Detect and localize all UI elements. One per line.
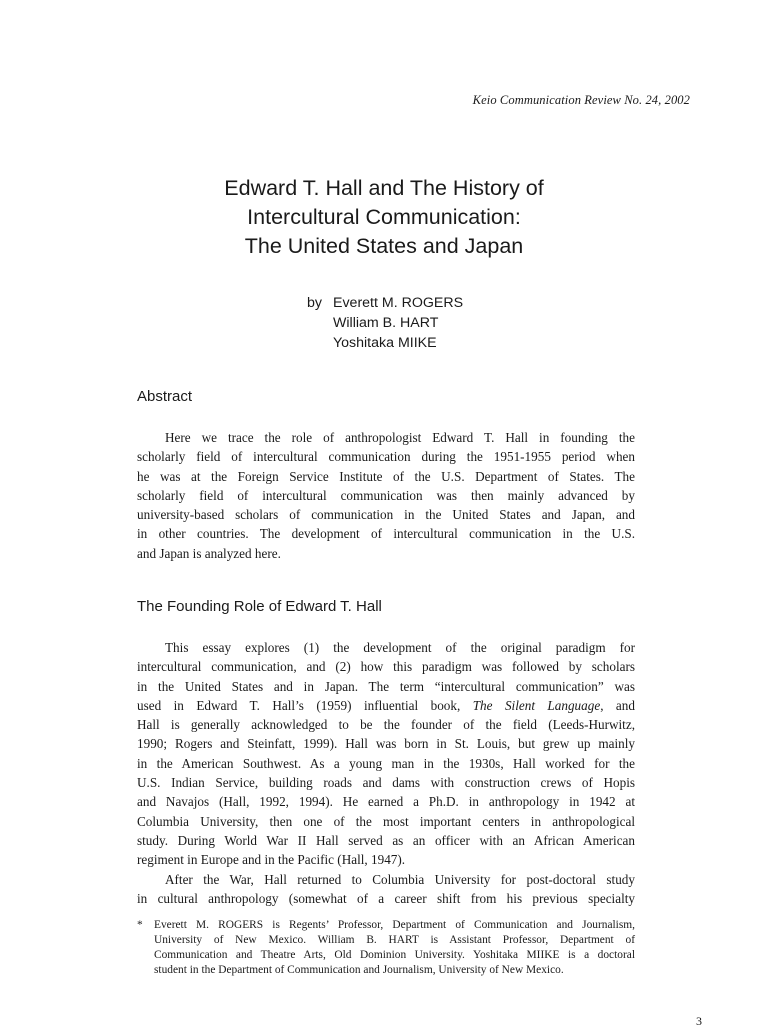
title-line: The United States and Japan xyxy=(244,234,524,258)
title-line: Edward T. Hall and The History of xyxy=(224,176,544,200)
text-line: in cultural anthropology (somewhat of a career shift from his previous specialty xyxy=(137,890,635,906)
book-title: The Silent Language xyxy=(472,697,601,713)
text-line: scholarly field of intercultural communication was then mainly advanced by xyxy=(137,487,635,503)
author-name: Yoshitaka MIIKE xyxy=(333,335,437,351)
text-line: study. During World War II Hall served as an officer with an African American xyxy=(137,832,635,848)
author-name: William B. HART xyxy=(333,315,439,331)
footnote-marker: * xyxy=(137,919,143,931)
text-line: he was at the Foreign Service Institute of the U.S. Department of States. The xyxy=(137,468,635,484)
text-line: in the American Southwest. As a young man in the 1930s, Hall worked for the xyxy=(137,755,635,771)
text-line: U.S. Indian Service, building roads and dams with construction crews of Hopis xyxy=(137,775,635,791)
text-line: and Japan is analyzed here. xyxy=(137,545,281,561)
text-segment: , and xyxy=(600,697,635,713)
text-line xyxy=(137,696,635,715)
text-line: After the War, Hall returned to Columbia University for post-doctoral study xyxy=(165,871,635,887)
text-line: This essay explores (1) the development of the original paradigm for xyxy=(165,640,635,655)
text-line: university-based scholars of communication in the United States and Japan, and xyxy=(137,507,635,523)
footnote-line: Everett M. ROGERS is Regents’ Professor, Department of Communication and Journalism, xyxy=(154,919,635,931)
byline-prefix: by xyxy=(307,295,322,311)
text-line: in the United States and in Japan. The term “intercultural communication” was xyxy=(137,678,635,694)
journal-citation: Keio Communication Review No. 24, 2002 xyxy=(472,93,690,107)
text-line: 1990; Rogers and Steinfatt, 1999). Hall was born in St. Louis, but grew up mainly xyxy=(137,736,635,752)
author-footnote xyxy=(137,918,635,978)
abstract-paragraph xyxy=(137,428,635,563)
body-paragraph xyxy=(137,638,635,908)
paper-title xyxy=(0,174,768,261)
text-line: intercultural communication, and (2) how this paradigm was followed by scholars xyxy=(137,659,635,675)
text-line: regiment in Europe and in the Pacific (Hall, 1947). xyxy=(137,852,406,868)
abstract-heading: Abstract xyxy=(137,388,193,405)
footnote-line: student in the Department of Communication and Journalism, University of New Mexico. xyxy=(154,964,564,976)
title-line: Intercultural Communication: xyxy=(247,205,521,229)
text-line: Hall is generally acknowledged to be the founder of the field (Leeds-Hurwitz, xyxy=(137,717,635,733)
text-line: Columbia University, then one of the most important centers in anthropological xyxy=(137,813,635,829)
text-line: Here we trace the role of anthropologist Edward T. Hall in founding the xyxy=(165,430,635,445)
text-line: and Navajos (Hall, 1992, 1994). He earned a Ph.D. in anthropology in 1942 at xyxy=(137,794,635,810)
page-number: 3 xyxy=(696,1014,702,1028)
text-segment: used in Edward T. Hall’s (1959) influential book, xyxy=(137,697,473,713)
footnote-line: Communication and Theatre Arts, Old Dominion University. Yoshitaka MIIKE is a doctoral xyxy=(154,949,635,961)
footnote-line: University of New Mexico. William B. HART is Assistant Professor, Department of xyxy=(154,934,635,946)
text-line: scholarly field of intercultural communication during the 1951-1955 period when xyxy=(137,449,635,465)
author-name: Everett M. ROGERS xyxy=(333,295,464,311)
section-heading: The Founding Role of Edward T. Hall xyxy=(137,598,382,615)
text-line: in other countries. The development of intercultural communication in the U.S. xyxy=(137,526,635,542)
author-list xyxy=(333,293,463,353)
author-byline xyxy=(307,293,463,353)
